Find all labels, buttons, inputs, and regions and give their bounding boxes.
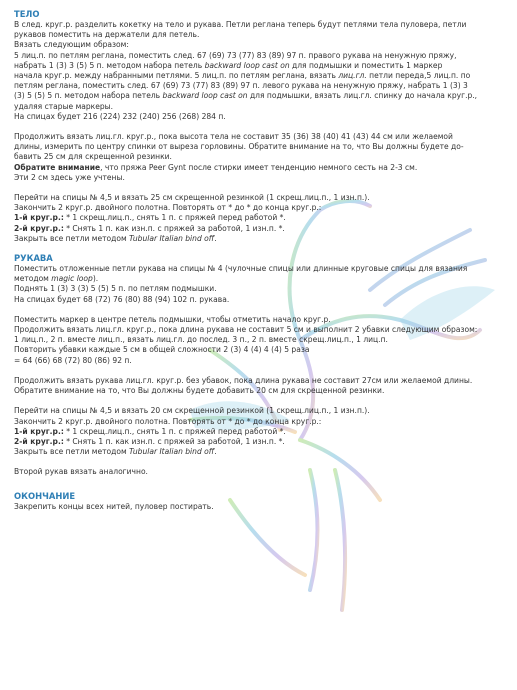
body-line-2: рукавов поместить на держатели для петель. [14,30,200,40]
body-line-8: (3) 5 (5) 5 п. методом набора петель backward loop cast on для подмышки, вязать лиц.гл. спинку до начала круг.р., [14,91,478,101]
rib-body-line-1: Перейти на спицы № 4,5 и вязать 25 см скрещенной резинкой (1 скрещ.лиц.п., 1 изн.п.). [14,193,370,203]
length-line-3: бавить 25 см для скрещенной резинки. [14,152,172,162]
rib-body-line-2: Закончить 2 круг.р. двойного полотна. Повторять от * до * до конца круг.р.: [14,203,322,213]
body-line-6: начала круг.р. между набранными петлями. 5 лиц.п. по петлям реглана, вязать лиц.гл. петли переда,5 лиц.п. по [14,71,471,81]
sleeves-decrease-line-3: Повторить убавки каждые 5 см в общей сложности 2 (3) 4 (4) 4 (4) 5 раза [14,345,310,355]
sleeves-length-line-2: Обратите внимание на то, что Вы должны будете добавить 20 см для скрещенной резинки. [14,386,385,396]
sleeves-line-2: методом magic loop). [14,274,99,284]
length-line-1: Продолжить вязать лиц.гл. круг.р., пока высота тела не составит 35 (36) 38 (40) 41 (43) 44 см или желаемой [14,132,453,142]
sleeves-marker-line: Поместить маркер в центре петель подмышки, чтобы отметить начало круг.р. [14,314,331,324]
body-line-7: петлям реглана, поместить след. 67 (69) 73 (77) 83 (89) 97 п. левого рукава на ненужную пряжу, набрать 1 (3) 3 [14,81,468,91]
rib-sleeve-round-2: 2-й круг.р.: * Снять 1 п. как изн.п. с пряжей за работой, 1 изн.п. *. [14,436,285,446]
length-line-2: длины, измерить по центру спинки от выреза горловины. Обратите внимание на то, что Вы должны будете до- [14,142,464,152]
sleeves-decrease-line-2: 1 лиц.п., 2 п. вместе лиц.п., вязать лиц.гл. до послед. 3 п., 2 п. вместе скрещ.лиц.п., 1 лиц.п. [14,335,388,345]
body-line-4: 5 лиц.п. по петлям реглана, поместить след. 67 (69) 73 (77) 83 (89) 97 п. правого рукава на ненужную пряжу, [14,50,457,60]
section-heading-sleeves: РУКАВА [14,253,53,264]
rib-body-bind-off: Закрыть все петли методом Tubular Italian bind off. [14,233,217,243]
sleeves-line-1: Поместить отложенные петли рукава на спицы № 4 (чулочные спицы или длинные круговые спицы для вязания [14,264,468,274]
body-line-3: Вязать следующим образом: [14,40,129,50]
attention-note: Обратите внимание, что пряжа Peer Gynt после стирки имеет тенденцию немного сесть на 2-3 см. [14,162,418,172]
body-line-5: набрать 1 (3) 3 (5) 5 п. методом набора петель backward loop cast on для подмышки и поместить 1 маркер [14,60,443,70]
rib-body-round-1: 1-й круг.р.: * 1 скрещ.лиц.п., снять 1 п. с пряжей перед работой *. [14,213,286,223]
body-line-9: удаляя старые маркеры. [14,101,114,111]
rib-sleeve-line-2: Закончить 2 круг.р. двойного полотна. Повторять от * до * до конца круг.р.: [14,416,322,426]
sleeves-length-line-1: Продолжить вязать рукава лиц.гл. круг.р. без убавок, пока длина рукава не составит 27см или желаемой длины. [14,375,473,385]
rib-sleeve-round-1: 1-й круг.р.: * 1 скрещ.лиц.п., снять 1 п. с пряжей перед работой *. [14,426,286,436]
body-line-1: В след. круг.р. разделить кокетку на тело и рукава. Петли реглана теперь будут петлями тела пуловера, петли [14,20,467,29]
rib-body-round-2: 2-й круг.р.: * Снять 1 п. как изн.п. с пряжей за работой, 1 изн.п. *. [14,223,285,233]
sleeves-line-3: Поднять 1 (3) 3 (3) 5 (5) 5 п. по петлям подмышки. [14,284,217,294]
finishing-text: Закрепить концы всех нитей, пуловер постирать. [14,501,214,511]
section-heading-body: ТЕЛО [14,9,40,19]
length-line-5: Эти 2 см здесь уже учтены. [14,172,125,182]
sleeves-line-4: На спицах будет 68 (72) 76 (80) 88 (94) 102 п. рукава. [14,294,230,304]
rib-sleeve-bind-off: Закрыть все петли методом Tubular Italian bind off. [14,447,217,457]
sleeves-decrease-line-4: = 64 (66) 68 (72) 80 (86) 92 п. [14,355,132,365]
second-sleeve-note: Второй рукав вязать аналогично. [14,467,148,477]
section-heading-finishing: ОКОНЧАНИЕ [14,490,76,501]
body-stitch-count: На спицах будет 216 (224) 232 (240) 256 (268) 284 п. [14,111,226,121]
rib-sleeve-line-1: Перейти на спицы № 4,5 и вязать 20 см скрещенной резинкой (1 скрещ.лиц.п., 1 изн.п.). [14,406,370,416]
sleeves-decrease-line-1: Продолжить вязать лиц.гл. круг.р., пока длина рукава не составит 5 см и выполнит 2 убавки следующим образом: [14,325,478,335]
